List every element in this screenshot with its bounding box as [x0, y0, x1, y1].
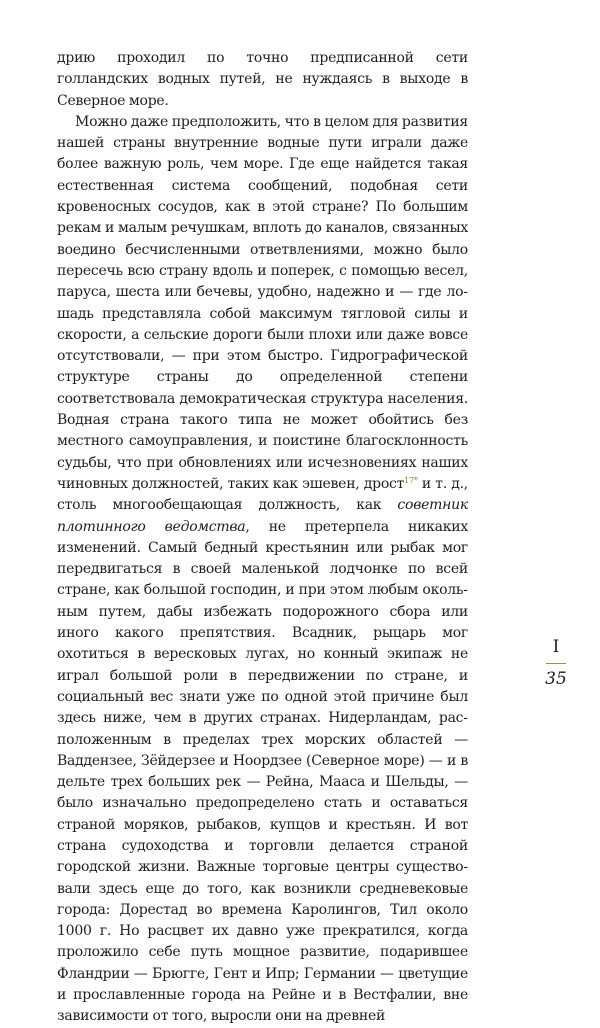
- paragraph-text: Можно даже предположить, что в целом для развития нашей страны внутренние водные пути играли даже более важную роль, чем море. Где еще найдется такая естественная система сообщений, подобная сети кровеносных сосудов, как в этой стране? По большим рекам и малым речушкам, вплоть до каналов, связанных воедино бесчисленными ответвлениями, можно было пересечь всю страну вдоль и поперек, с помощью весел, паруса, шеста или бечевы, удобно, надежно и — где лошадь представляла собой максимум тягловой силы и скорости, а сельские дороги были плохи или даже вовсе отсутствовали, — при этом быстро. Гидрографической структуре страны до определенной степени соответствовала демократическая структура населения. Водная страна такого типа не может обойтись без местного самоуправления, и поистине благосклонность судьбы, что при обновлениях или исчезновениях наших чиновных должностей, таких как эшевен, дрост: [57, 113, 468, 492]
- margin-rule: [546, 663, 566, 664]
- margin-column: [539, 637, 573, 689]
- paragraph-text: , не претерпела никаких изменений. Самый бедный крестьянин или рыбак мог передвигаться в своей маленькой лодчонке по всей стране, как большой господин, и при этом любым окольным путем, дабы избежать подорожного сбора или иного какого препятствия. Всадник, рыцарь мог охотиться в вересковых лугах, но конный экипаж не играл большой роли в передвижении по стране, и социальный вес знати уже по одной этой причине был здесь ниже, чем в других странах. Нидерландам, расположенным в пределах трех морских областей — Ваддензее, Зёйдерзее и Ноордзее (Северное море) — и в дельте трех больших рек — Рейна, Мааса и Шельды, — было изначально предопределено стать и оставаться страной моряков, рыбаков, купцов и крестьян. И вот страна судоходства и торговли делается страной городской жизни. Важные торговые центры существовали здесь еще до того, как возникли средневековые города: Дорестад во времена Каролингов, Тил около 1000 г. Но расцвет их давно уже прекратился, когда проложило себе путь мощное развитие, подарившее Фландрии — Брюгге, Гент и Ипр; Германии — цветущие и прославленные города на Рейне и в Вестфалии, вне зависимости от того, выросли они на древней: [57, 518, 468, 1025]
- footnote-reference[interactable]: 17*: [404, 475, 418, 485]
- paragraph-continuation: дрию проходил по точно предписанной сети голландских водных путей, не нуждаясь в выходе в Северное море.: [57, 50, 468, 109]
- page-body: [57, 48, 468, 1028]
- chapter-number: I: [552, 637, 560, 657]
- paragraph-main: [57, 112, 468, 1028]
- italic-term: советник плотинного ведомства: [57, 497, 468, 535]
- paragraph-text: и т. д., столь многообещающая должность, как: [57, 475, 468, 514]
- page-number: 35: [545, 669, 567, 689]
